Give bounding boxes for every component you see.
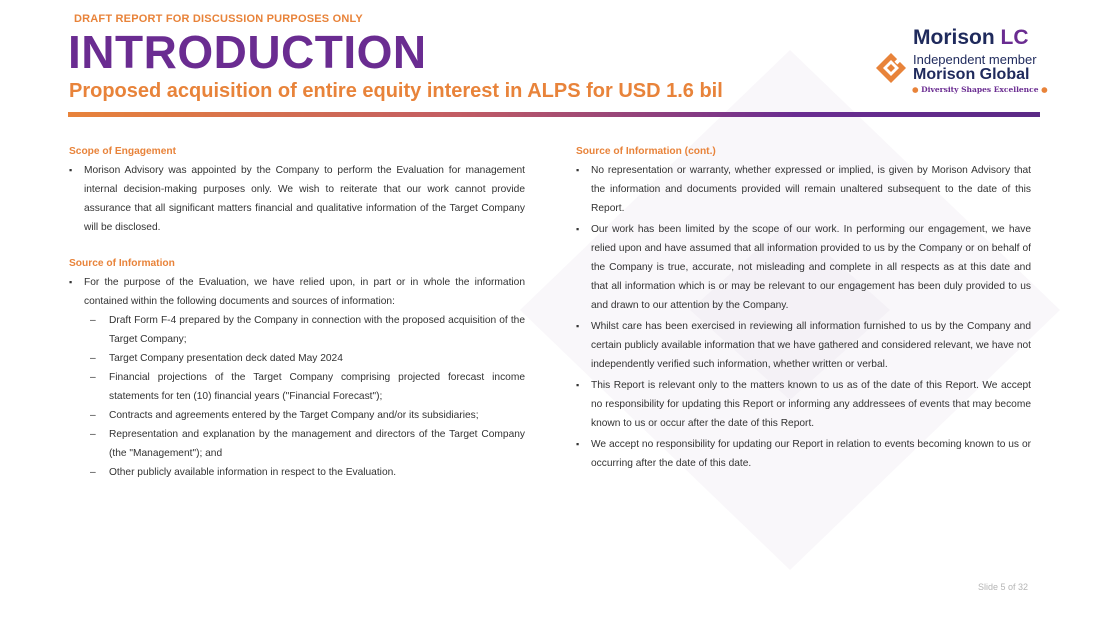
source-sublist: [69, 311, 525, 482]
list-item: ▪ We accept no responsibility for updating our Report in relation to events becoming known to us or occurring after the date of this date.: [576, 435, 1031, 473]
list-item: – Contracts and agreements entered by the Target Company and/or its subsidiaries;: [69, 406, 525, 425]
list-item: ▪ Morison Advisory was appointed by the Company to perform the Evaluation for management internal decision-making purposes only. We wish to reiterate that our work cannot provide assurance that all significant matters financial and qualitative information of the Target Company will be disclosed.: [69, 161, 525, 237]
logo-name: Morison LC: [913, 26, 1029, 49]
slide-number: Slide 5 of 32: [978, 582, 1029, 592]
source-heading: Source of Information: [69, 258, 175, 269]
list-item: – Target Company presentation deck dated May 2024: [69, 349, 525, 368]
company-logo: [875, 26, 1048, 98]
list-item: – Draft Form F-4 prepared by the Company in connection with the proposed acquisition of the Target Company;: [69, 311, 525, 349]
left-column: [69, 142, 525, 482]
draft-label: DRAFT REPORT FOR DISCUSSION PURPOSES ONLY: [74, 13, 363, 25]
list-item: – Financial projections of the Target Company comprising projected forecast income statements for ten (10) financial years ("Financial Forecast");: [69, 368, 525, 406]
scope-heading: Scope of Engagement: [69, 146, 176, 157]
logo-member-label: Independent member: [913, 52, 1037, 67]
list-item: ▪ For the purpose of the Evaluation, we have relied upon, in part or in whole the information contained within the following documents and sources of information:: [69, 273, 525, 311]
source-list: [69, 273, 525, 311]
list-item: ▪ Our work has been limited by the scope of our work. In performing our engagement, we have relied upon and have assumed that all information provided to us by the Company or on behalf of the Company is true, accurate, not misleading and complete in all respects as at this date and that all information which is or may be relevant to our engagement has been duly provided to us and drawn to our attention by the Company.: [576, 220, 1031, 315]
page-subtitle: Proposed acquisition of entire equity interest in ALPS for USD 1.6 bil: [69, 80, 723, 102]
list-item: – Other publicly available information in respect to the Evaluation.: [69, 463, 525, 482]
logo-network: Morison Global: [913, 66, 1030, 83]
source-cont-list: [576, 161, 1031, 473]
header-divider: [68, 112, 1040, 117]
scope-list: [69, 161, 525, 237]
list-item: ▪ No representation or warranty, whether expressed or implied, is given by Morison Advisory that the information and documents provided will remain unaltered subsequent to the date of this Report.: [576, 161, 1031, 218]
list-item: ▪ Whilst care has been exercised in reviewing all information furnished to us by the Company and certain publicly available information that we have gathered and considered relevant, we have not independently verified such information, whether written or verbal.: [576, 317, 1031, 374]
source-cont-heading: Source of Information (cont.): [576, 146, 716, 157]
list-item: ▪ This Report is relevant only to the matters known to us as of the date of this Report. We accept no responsibility for updating this Report or informing any addressees of events that may become known to us or occur after the date of this Report.: [576, 376, 1031, 433]
page-title: INTRODUCTION: [68, 26, 427, 78]
right-column: [576, 142, 1031, 475]
diamond-arrow-icon: [875, 52, 907, 84]
list-item: – Representation and explanation by the management and directors of the Target Company (the "Management"); and: [69, 425, 525, 463]
logo-tagline: ● Diversity Shapes Excellence ●: [912, 85, 1048, 94]
